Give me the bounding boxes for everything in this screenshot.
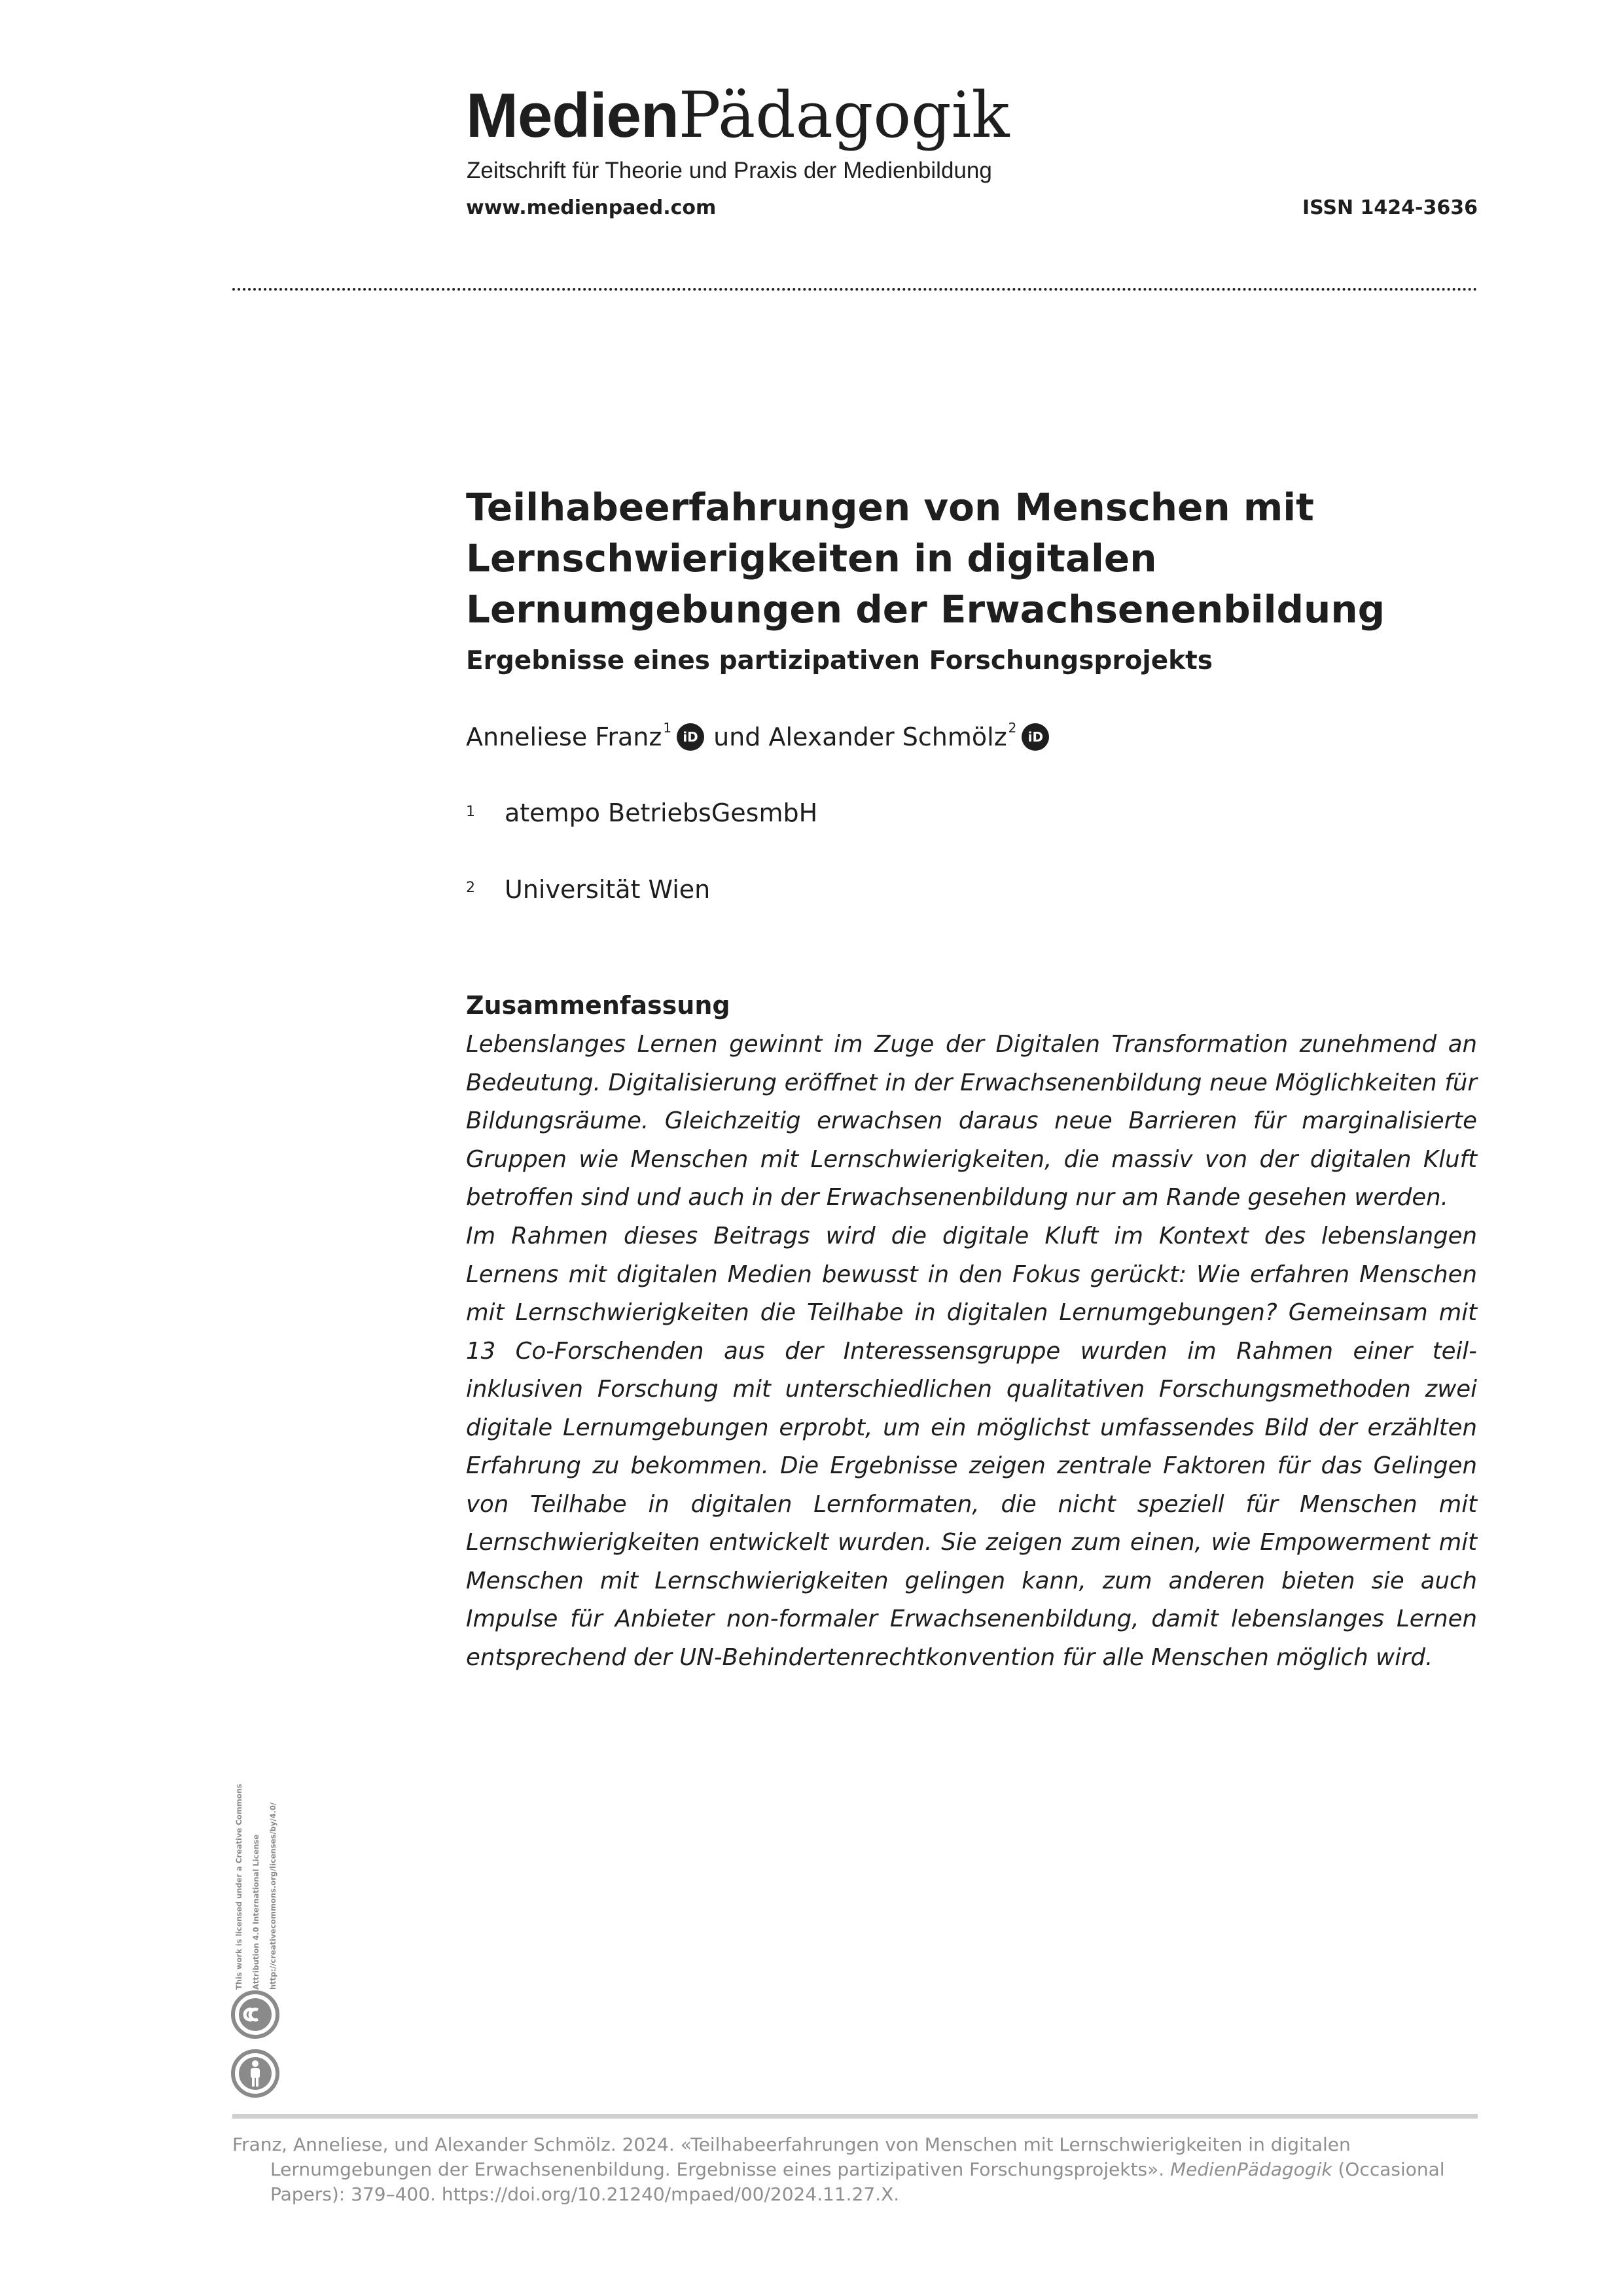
- author-connector: und: [713, 723, 761, 751]
- author-name: Anneliese Franz: [466, 723, 662, 751]
- journal-logo: [466, 79, 1010, 152]
- license-text-line: This work is licensed under a Creative Commons: [234, 1784, 243, 1990]
- author-affiliation-marker: 1: [663, 720, 672, 736]
- author-line: [466, 720, 1058, 751]
- issn-number: ISSN 1424-3636: [1302, 196, 1478, 219]
- license-text-line: Attribution 4.0 International License: [251, 1834, 260, 1990]
- header-divider: [232, 288, 1478, 291]
- abstract-heading: Zusammenfassung: [466, 991, 730, 1020]
- orcid-icon[interactable]: iD: [677, 723, 704, 751]
- citation-reference: [232, 2132, 1517, 2207]
- attribution-person-icon[interactable]: [230, 2049, 280, 2098]
- journal-tagline: Zeitschrift für Theorie und Praxis der Medienbildung: [467, 158, 992, 183]
- logo-part-regular: Pädagogik: [678, 79, 1010, 152]
- orcid-icon[interactable]: iD: [1022, 723, 1049, 751]
- author-name: Alexander Schmölz: [768, 723, 1007, 751]
- citation-text: Franz, Anneliese, und Alexander Schmölz. 2024. «Teilhabeerfahrungen von Menschen mit Lernschwierigkeiten in digitalen Lernumgebungen der Erwachsenenbildung. Ergebnisse eines partizipativen Forschungsprojekts».: [232, 2134, 1351, 2180]
- affiliation-name: Universität Wien: [505, 875, 711, 904]
- article-title: Teilhabeerfahrungen von Menschen mit Lernschwierigkeiten in digitalen Lernumgebungen der Erwachsenenbildung: [466, 485, 1385, 632]
- citation-doi-text: (Occasional Papers): 379–400. https://doi.org/10.21240/mpaed/00/2024.11.27.X.: [270, 2159, 1445, 2205]
- affiliation-number: 1: [466, 804, 475, 820]
- license-notice: [230, 1741, 289, 1990]
- affiliation-number: 2: [466, 880, 475, 896]
- journal-website-link[interactable]: www.medienpaed.com: [466, 196, 717, 219]
- affiliation-name: atempo BetriebsGesmbH: [505, 798, 818, 827]
- logo-part-bold: Medien: [466, 81, 679, 151]
- abstract-paragraph: Im Rahmen dieses Beitrags wird die digitale Kluft im Kontext des lebenslangen Lernens mit digitalen Medien bewusst in den Fokus gerückt: Wie erfahren Menschen mit Lernschwierigkeiten die Teilhabe in digitalen Lernumgebungen? Gemeinsam mit 13 Co-Forschenden aus der Interessensgruppe wurden im Rahmen einer teil-inklusiven Forschung mit unterschiedlichen qualitativen Forschungsmethoden zwei digitale Lernumgebungen erprobt, um ein möglichst umfassendes Bild der erzählten Erfahrung zu bekommen. Die Ergebnisse zeigen zentrale Faktoren für das Gelingen von Teilhabe in digitalen Lernformaten, die nicht speziell für Menschen mit Lernschwierigkeiten entwickelt wurden. Sie zeigen zum einen, wie Empowerment mit Menschen mit Lernschwierigkeiten gelingen kann, zum anderen bieten sie auch Impulse für Anbieter non-formaler Erwachsenenbildung, damit lebenslanges Lernen entsprechend der UN-Behindertenrechtkonvention für alle Menschen möglich wird.: [466, 1223, 1477, 1671]
- citation-journal: MedienPädagogik: [1170, 2159, 1332, 2180]
- creative-commons-icon[interactable]: [230, 1990, 280, 2039]
- license-url[interactable]: http://creativecommons.org/licenses/by/4.0/: [268, 1802, 277, 1990]
- article-subtitle: Ergebnisse eines partizipativen Forschungsprojekts: [466, 646, 1213, 675]
- abstract-paragraph: Lebenslanges Lernen gewinnt im Zuge der Digitalen Transformation zunehmend an Bedeutung. Digitalisierung eröffnet in der Erwachsenenbildung neue Möglichkeiten für Bildungsräume. Gleichzeitig erwachsen daraus neue Barrieren für marginalisierte Gruppen wie Menschen mit Lernschwierigkeiten, die massiv von der digitalen Kluft betroffen sind und auch in der Erwachsenenbildung nur am Rande gesehen werden.: [466, 1031, 1477, 1211]
- footer-divider: [232, 2114, 1478, 2119]
- author-affiliation-marker: 2: [1008, 720, 1017, 736]
